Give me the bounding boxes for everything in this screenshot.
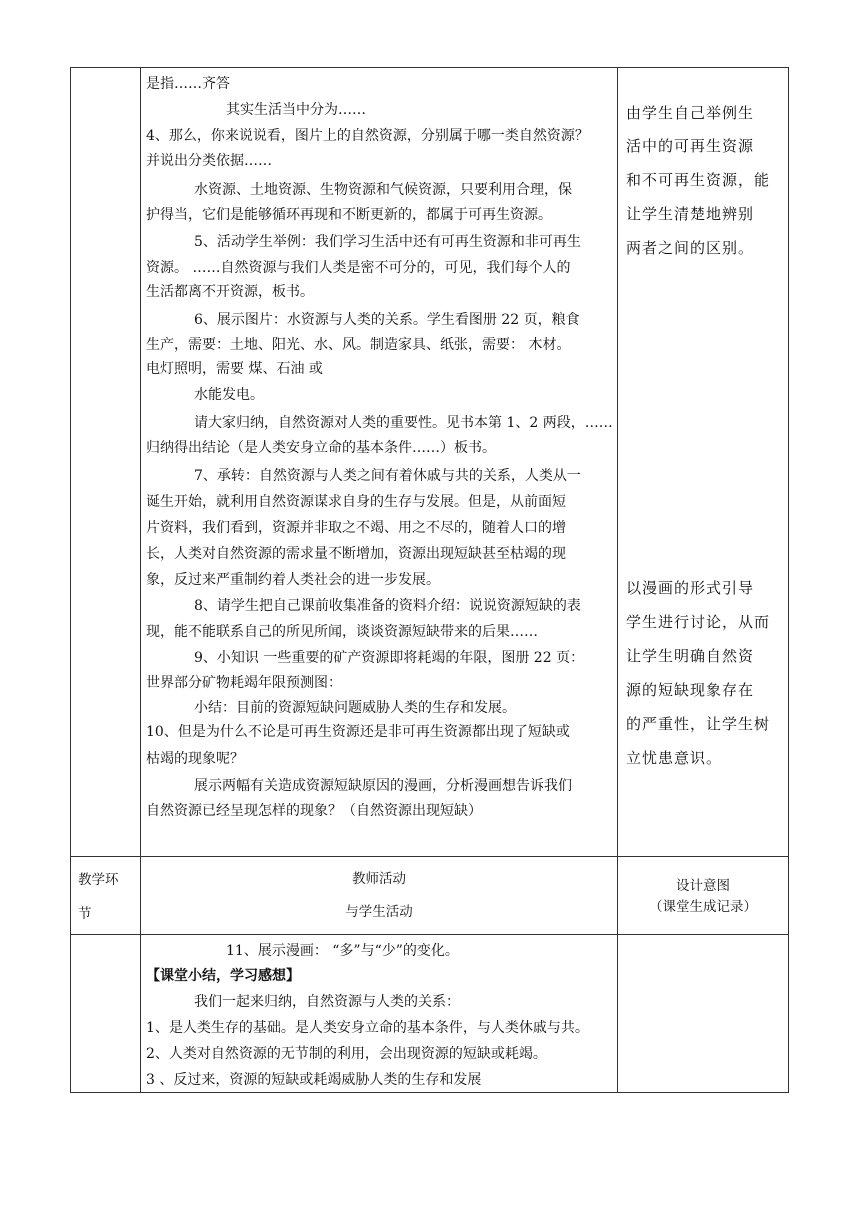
intent-line: 和不可再生资源，能 bbox=[626, 171, 771, 189]
text-line: 诞生开始，就利用自然资源谋求自身的生存与发展。但是，从前面短 bbox=[146, 494, 566, 510]
header-teacher-activity: 教师活动 bbox=[352, 871, 406, 887]
text-line: 10、但是为什么不论是可再生资源还是非可再生资源都出现了短缺或 bbox=[146, 724, 570, 740]
intent-line: 以漫画的形式引导 bbox=[626, 579, 755, 597]
intent-line: 源的短缺现象存在 bbox=[626, 681, 755, 699]
text-line: 5、活动学生举例：我们学习生活中还有可再生资源和非可再生 bbox=[194, 234, 581, 250]
text-line: 护得当，它们是能够循环再现和不断更新的，都属于可再生资源。 bbox=[146, 207, 552, 223]
table-right-border bbox=[788, 67, 789, 1093]
text-line: 电灯照明，需要 煤、石油 或 bbox=[146, 361, 323, 377]
text-line: 生活都离不开资源，板书。 bbox=[146, 284, 314, 300]
table-top-border bbox=[70, 67, 789, 68]
table-col-divider-1 bbox=[140, 67, 141, 1093]
header-student-activity: 与学生活动 bbox=[345, 904, 413, 920]
text-line: 片资料，我们看到，资源并非取之不竭、用之不尽的，随着人口的增 bbox=[146, 520, 566, 536]
text-line: 世界部分矿物耗竭年限预测图： bbox=[146, 675, 342, 691]
text-line: 并说出分类依据…… bbox=[146, 153, 272, 169]
table-row-divider-1 bbox=[70, 856, 789, 857]
text-line: 生产，需要：土地、阳光、水、风。制造家具、纸张，需要： 木材。 bbox=[146, 337, 571, 353]
text-line: 展示两幅有关造成资源短缺原因的漫画，分析漫画想告诉我们 bbox=[194, 778, 572, 794]
text-line: 6、展示图片：水资源与人类的关系。学生看图册 22 页，粮食 bbox=[194, 312, 580, 328]
text-line: 1、是人类生存的基础。是人类安身立命的基本条件，与人类休戚与共。 bbox=[146, 1020, 589, 1036]
text-line: 象，反过来严重制约着人类社会的进一步发展。 bbox=[146, 572, 440, 588]
intent-line: 学生进行讨论，从而 bbox=[626, 613, 771, 631]
intent-line: 的严重性，让学生树 bbox=[626, 715, 771, 733]
text-line: 3 、反过来，资源的短缺或耗竭威胁人类的生存和发展 bbox=[146, 1072, 482, 1088]
text-line: 其实生活当中分为…… bbox=[226, 102, 366, 118]
text-line: 枯竭的现象呢？ bbox=[146, 751, 244, 767]
text-line: 11、展示漫画： “多”与“少”的变化。 bbox=[226, 943, 459, 959]
text-line: 自然资源已经呈现怎样的现象？（自然资源出现短缺） bbox=[146, 803, 482, 819]
text-line: 请大家归纳，自然资源对人类的重要性。见书本第 1、2 两段，…… bbox=[194, 415, 613, 431]
table-bottom-border bbox=[70, 1092, 789, 1093]
table-col-divider-2 bbox=[617, 67, 618, 1093]
text-line: 是指……齐答 bbox=[146, 76, 230, 92]
text-line: 7、承转：自然资源与人类之间有着休戚与共的关系，人类从一 bbox=[194, 468, 581, 484]
intent-line: 立忧患意识。 bbox=[626, 749, 723, 767]
text-line: 我们一起来归纳，自然资源与人类的关系： bbox=[194, 994, 460, 1010]
text-line: 归纳得出结论（是人类安身立命的基本条件……）板书。 bbox=[146, 440, 496, 456]
header-teaching-stage-line2: 节 bbox=[78, 906, 92, 922]
table-row-divider-2 bbox=[70, 934, 789, 935]
text-line: 2、人类对自然资源的无节制的利用，会出现资源的短缺或耗竭。 bbox=[146, 1046, 547, 1062]
text-line: 小结：目前的资源短缺问题威胁人类的生存和发展。 bbox=[194, 700, 516, 716]
intent-line: 让学生清楚地辨别 bbox=[626, 205, 755, 223]
table-left-border bbox=[70, 67, 71, 1093]
intent-line: 让学生明确自然资 bbox=[626, 647, 755, 665]
intent-line: 由学生自己举例生 bbox=[626, 104, 755, 122]
header-teaching-stage-line1: 教学环 bbox=[78, 872, 119, 888]
intent-line: 两者之间的区别。 bbox=[626, 239, 755, 257]
text-line: 【课堂小结，学习感想】 bbox=[146, 968, 300, 984]
text-line: 8、请学生把自己课前收集准备的资料介绍：说说资源短缺的表 bbox=[194, 598, 581, 614]
intent-line: 活中的可再生资源 bbox=[626, 137, 755, 155]
header-design-intent: 设计意图 bbox=[676, 878, 730, 894]
text-line: 现，能不能联系自己的所见所闻，谈谈资源短缺带来的后果…… bbox=[146, 624, 538, 640]
header-class-record: （课堂生成记录） bbox=[649, 899, 757, 915]
text-line: 水资源、土地资源、生物资源和气候资源，只要利用合理，保 bbox=[194, 182, 572, 198]
text-line: 水能发电。 bbox=[194, 387, 264, 403]
text-line: 资源。 ……自然资源与我们人类是密不可分的，可见，我们每个人的 bbox=[146, 260, 571, 276]
text-line: 4、那么，你来说说看，图片上的自然资源，分别属于哪一类自然资源？ bbox=[146, 128, 589, 144]
text-line: 长，人类对自然资源的需求量不断增加，资源出现短缺甚至枯竭的现 bbox=[146, 546, 566, 562]
text-line: 9、小知识 一些重要的矿产资源即将耗竭的年限，图册 22 页： bbox=[194, 650, 585, 666]
